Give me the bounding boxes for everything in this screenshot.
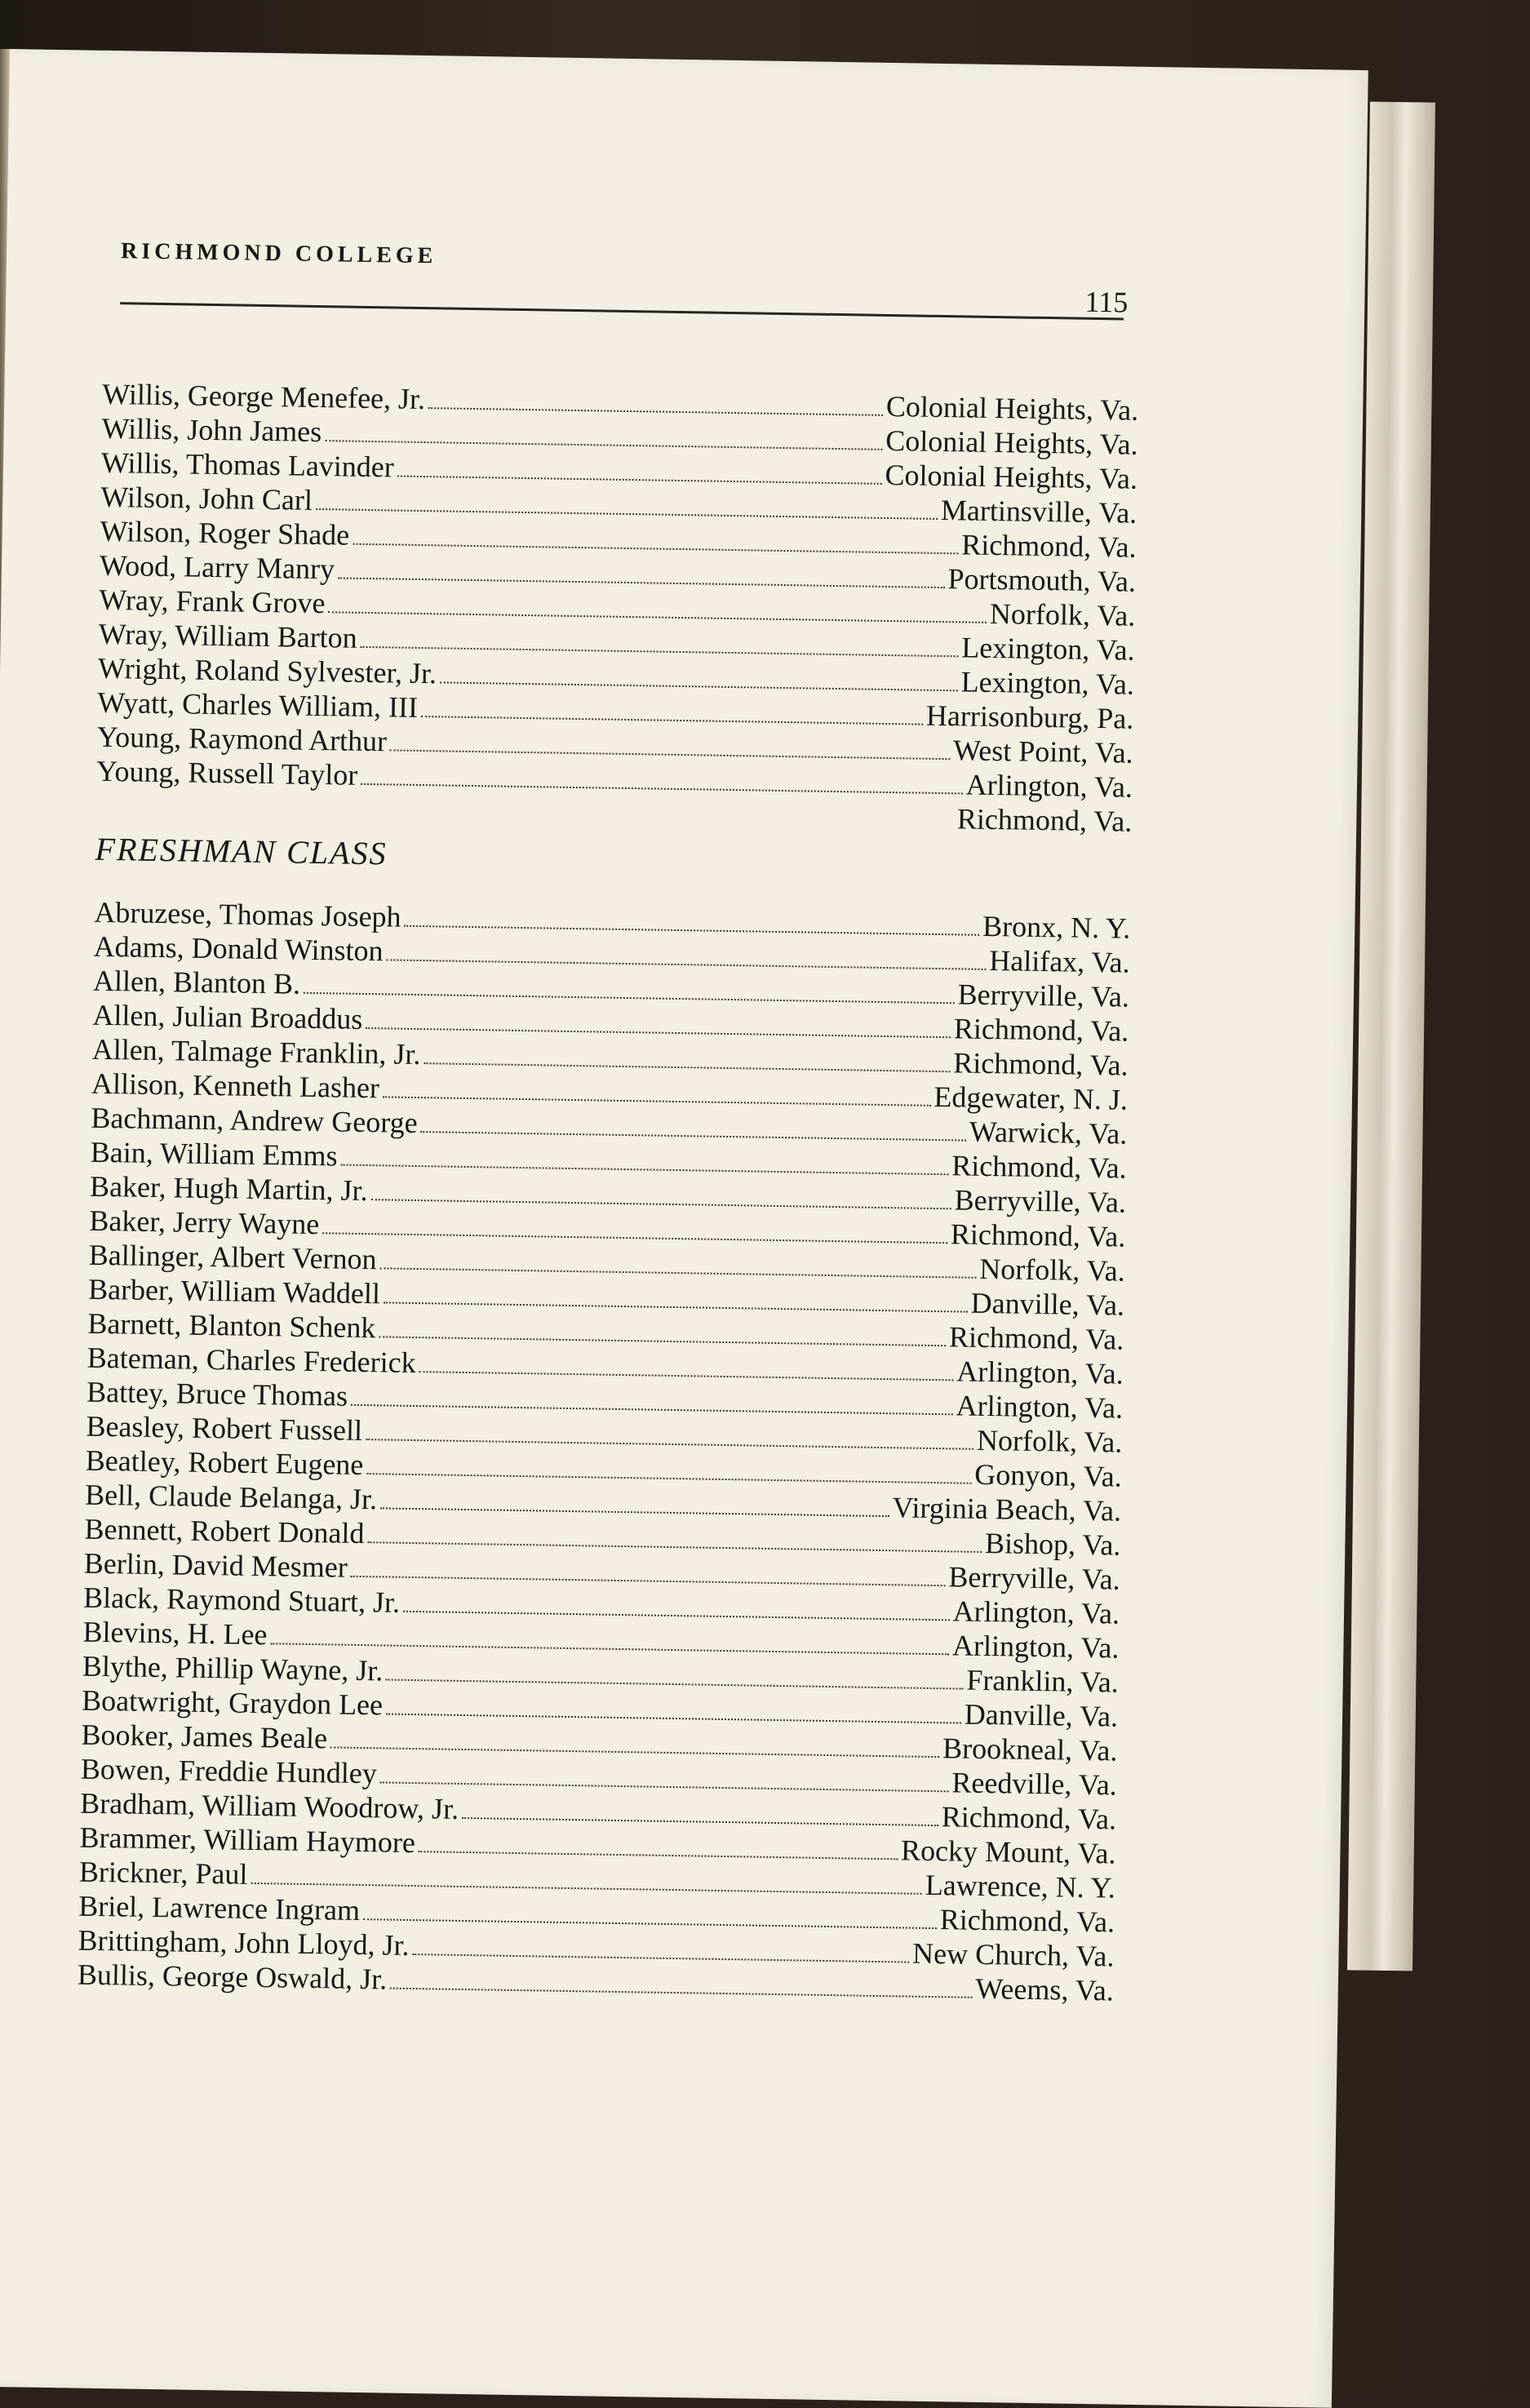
hometown: West Point, Va. <box>952 734 1133 769</box>
hometown: Richmond, Va. <box>941 1800 1117 1836</box>
continued-student-list <box>95 377 1138 839</box>
student-name: Bowen, Freddie Hundley <box>80 1752 378 1790</box>
student-name: Barnett, Blanton Schenk <box>87 1306 376 1345</box>
student-name: Wray, Frank Grove <box>99 583 326 620</box>
student-name: Battey, Bruce Thomas <box>86 1375 348 1412</box>
hometown: Norfolk, Va. <box>979 1252 1125 1288</box>
dot-leader <box>361 783 962 795</box>
dot-leader <box>351 1576 946 1586</box>
hometown: Danville, Va. <box>964 1697 1119 1733</box>
dot-leader <box>366 1473 971 1484</box>
header-rule <box>120 302 1124 320</box>
student-name: Ballinger, Albert Vernon <box>88 1238 377 1276</box>
hometown: Norfolk, Va. <box>976 1423 1123 1459</box>
student-name: Wilson, John Carl <box>100 480 313 517</box>
student-name: Black, Raymond Stuart, Jr. <box>82 1581 401 1619</box>
hometown: Bronx, N. Y. <box>982 909 1131 945</box>
student-name: Willis, George Menefee, Jr. <box>102 377 426 416</box>
page-number: 115 <box>1084 285 1129 319</box>
hometown: Virginia Beach, Va. <box>892 1491 1122 1528</box>
hometown: Colonial Heights, Va. <box>885 458 1138 495</box>
hometown: Richmond, Va. <box>939 1903 1115 1939</box>
student-name: Baker, Hugh Martin, Jr. <box>89 1169 368 1208</box>
dot-leader <box>379 1267 976 1278</box>
hometown: Arlington, Va. <box>956 1389 1124 1425</box>
hometown: Berryville, Va. <box>954 1183 1127 1219</box>
hometown: Lexington, Va. <box>960 631 1135 667</box>
dot-leader <box>403 1611 950 1621</box>
hometown: Harrisonburg, Pa. <box>925 698 1134 735</box>
student-name: Bennett, Robert Donald <box>84 1512 365 1550</box>
hometown: Lexington, Va. <box>960 665 1135 701</box>
hometown: Colonial Heights, Va. <box>885 389 1139 427</box>
student-name: Berlin, David Mesmer <box>83 1546 348 1584</box>
hometown: Brookneal, Va. <box>942 1732 1118 1767</box>
dot-leader <box>390 749 950 760</box>
student-name: Abruzese, Thomas Joseph <box>94 895 401 933</box>
student-name: Booker, James Beale <box>81 1718 328 1755</box>
dot-leader <box>353 543 958 555</box>
hometown: Berryville, Va. <box>957 978 1130 1013</box>
student-name: Blythe, Phillip Wayne, Jr. <box>82 1649 384 1687</box>
dot-leader <box>424 1062 950 1072</box>
hometown: Danville, Va. <box>970 1286 1125 1322</box>
student-name: Adams, Donald Winston <box>93 929 384 968</box>
student-name: Allen, Talmage Franklin, Jr. <box>91 1032 421 1071</box>
dot-leader <box>440 681 958 691</box>
student-name: Beasley, Robert Fussell <box>86 1409 363 1447</box>
dot-leader <box>386 1679 963 1689</box>
hometown: Richmond, Va. <box>948 1320 1124 1356</box>
dot-leader <box>351 1404 953 1416</box>
student-name: Wray, William Barton <box>98 617 358 654</box>
student-name: Allen, Julian Broaddus <box>92 998 363 1035</box>
hometown: Halifax, Va. <box>988 943 1130 979</box>
dot-leader <box>325 440 882 450</box>
student-name: Barber, William Waddell <box>87 1272 381 1310</box>
hometown: Norfolk, Va. <box>989 596 1136 632</box>
student-name: Blevins, H. Lee <box>82 1615 268 1652</box>
dot-leader <box>383 1096 931 1106</box>
student-name: Briel, Lawrence Ingram <box>78 1889 361 1927</box>
hometown: Arlington, Va. <box>965 768 1133 804</box>
hometown: Richmond, Va. <box>960 528 1137 564</box>
dot-leader <box>379 1336 946 1346</box>
student-name: Baker, Jerry Wayne <box>89 1204 320 1241</box>
student-name: Brittingham, John Lloyd, Jr. <box>78 1923 410 1962</box>
freshman-student-list <box>78 895 1131 2008</box>
dot-leader <box>412 1953 909 1963</box>
dot-leader <box>428 407 883 416</box>
hometown: Portsmouth, Va. <box>947 562 1137 598</box>
student-name: Young, Russell Taylor <box>95 754 358 792</box>
hometown: Gonyon, Va. <box>974 1457 1123 1493</box>
hometown: Arlington, Va. <box>952 1594 1120 1630</box>
hometown: Reedville, Va. <box>951 1766 1118 1802</box>
hometown: Colonial Heights, Va. <box>885 424 1138 461</box>
dot-leader <box>363 1918 937 1929</box>
hometown: New Church, Va. <box>911 1936 1115 1973</box>
hometown: Arlington, Va. <box>951 1629 1120 1665</box>
dot-leader <box>330 1746 939 1758</box>
hometown: Richmond, Va. <box>952 1046 1129 1082</box>
hometown: Warwick, Va. <box>969 1115 1128 1151</box>
hometown: Richmond, Va. <box>951 1149 1127 1185</box>
dot-leader <box>386 959 986 970</box>
student-name: Brickner, Paul <box>78 1855 248 1891</box>
student-name: Bradham, William Woodrow, Jr. <box>79 1786 459 1825</box>
dot-leader <box>366 1027 951 1038</box>
student-name: Wright, Roland Sylvester, Jr. <box>97 651 437 690</box>
student-name: Bain, William Emms <box>90 1135 338 1173</box>
hometown: Richmond, Va. <box>956 802 1133 838</box>
dot-leader <box>462 1817 938 1826</box>
hometown: Richmond, Va. <box>950 1217 1126 1253</box>
student-name: Young, Raymond Arthur <box>96 720 388 758</box>
dot-leader <box>386 1713 961 1723</box>
hometown: Weems, Va. <box>975 1971 1115 2007</box>
hometown: Martinsville, Va. <box>940 493 1138 530</box>
dot-leader <box>384 1302 968 1312</box>
hometown: Richmond, Va. <box>953 1012 1129 1048</box>
section-title: FRESHMAN CLASS <box>95 830 388 872</box>
student-name: Boatwright, Graydon Lee <box>81 1683 384 1722</box>
hometown: Bishop, Va. <box>984 1526 1121 1562</box>
dot-leader <box>404 925 979 936</box>
student-name: Allen, Blanton B. <box>92 964 301 1000</box>
student-name: Willis, Thomas Lavinder <box>100 446 395 484</box>
dot-leader <box>419 1371 953 1381</box>
student-name: Bullis, George Oswald, Jr. <box>77 1958 388 1996</box>
dot-leader <box>361 646 959 658</box>
dot-leader <box>420 1131 965 1141</box>
hometown: Arlington, Va. <box>956 1355 1124 1390</box>
student-name: Allison, Kenneth Lasher <box>91 1067 380 1105</box>
dot-leader <box>338 577 945 588</box>
student-name: Brammer, William Haymore <box>79 1820 416 1860</box>
hometown: Franklin, Va. <box>966 1663 1120 1699</box>
hometown: Edgewater, N. J. <box>934 1080 1129 1116</box>
student-name: Wyatt, Charles William, III <box>97 685 419 724</box>
dot-leader <box>380 1781 949 1792</box>
student-name: Willis, John James <box>101 411 322 449</box>
dot-leader <box>340 1164 948 1176</box>
hometown: Lawrence, N. Y. <box>925 1868 1116 1905</box>
dot-leader <box>390 1988 972 1998</box>
student-name: Bell, Claude Belanga, Jr. <box>84 1478 378 1516</box>
student-name: Bateman, Charles Frederick <box>86 1341 416 1380</box>
dot-leader <box>419 1851 898 1860</box>
dot-leader <box>366 1439 973 1450</box>
running-head: RICHMOND COLLEGE <box>120 238 437 269</box>
dot-leader <box>367 1541 982 1553</box>
student-name: Wood, Larry Manry <box>99 548 335 586</box>
dot-leader <box>380 1507 889 1517</box>
hometown: Berryville, Va. <box>948 1560 1121 1596</box>
hometown: Rocky Mount, Va. <box>900 1834 1116 1870</box>
student-name: Wilson, Roger Shade <box>100 514 350 552</box>
book-page <box>0 49 1368 2408</box>
dot-leader <box>397 476 882 485</box>
student-name: Bachmann, Andrew George <box>91 1101 418 1140</box>
dot-leader <box>421 716 923 725</box>
dot-leader <box>370 1199 951 1209</box>
student-name: Beatley, Robert Eugene <box>85 1443 364 1482</box>
